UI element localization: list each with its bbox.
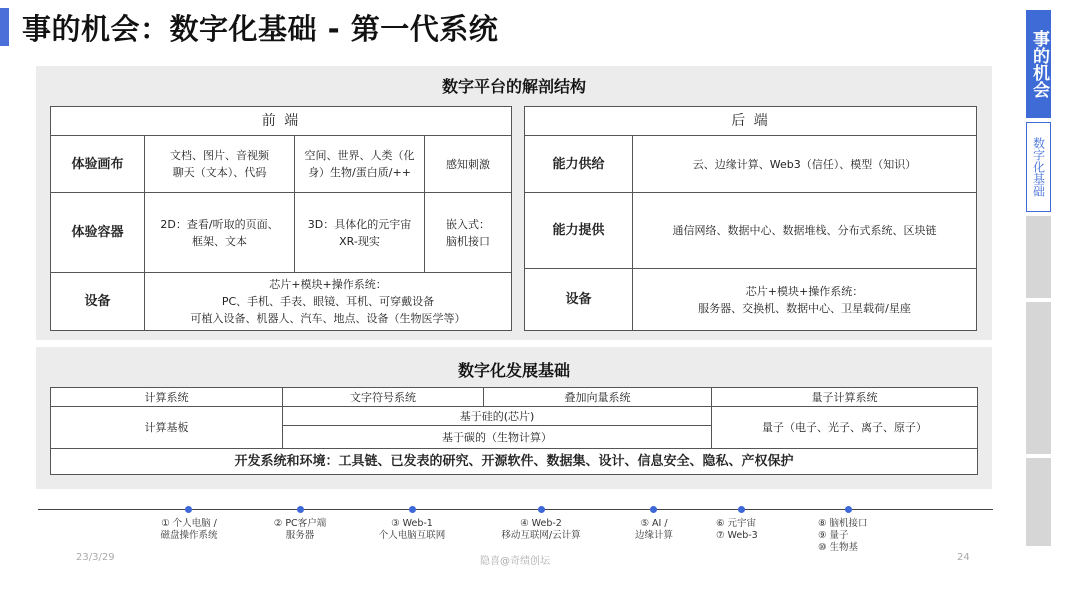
platform-anatomy-title: 数字平台的解剖结构	[441, 77, 586, 96]
footer-date: 23/3/29	[76, 552, 115, 563]
back-end-header: 后 端	[525, 107, 977, 136]
timeline-label: ④ Web-2 移动互联网/云计算	[501, 518, 581, 541]
row-label-capability-provision: 能力提供	[525, 193, 633, 269]
front-end-table	[50, 106, 512, 331]
sidenav-item-4[interactable]	[1026, 302, 1051, 454]
dev-environment-row: 开发系统和环境：工具链、已发表的研究、开源软件、数据集、设计、信息安全、隐私、产权保护	[51, 449, 978, 475]
cell-canvas-media: 文档、图片、音视频 聊天（文本）、代码	[145, 136, 295, 193]
row-label-back-devices: 设备	[525, 269, 633, 331]
timeline-label: ① 个人电脑 / 磁盘操作系统	[160, 518, 218, 541]
timeline-marker	[650, 506, 657, 513]
footer-page-number: 24	[957, 552, 970, 563]
cell-canvas-sensory: 感知刺激	[425, 136, 512, 193]
header-computing-system: 计算系统	[51, 388, 283, 407]
sidenav-item-3[interactable]	[1026, 216, 1051, 298]
timeline-marker	[185, 506, 192, 513]
front-devices-line3: 可植入设备、机器人、汽车、地点、设备（生物医学等）	[190, 312, 466, 325]
timeline-label: ② PC客户端 服务器	[273, 518, 327, 541]
timeline-marker	[538, 506, 545, 513]
page-title: 事的机会：数字化基础 - 第一代系统	[22, 12, 499, 46]
sidenav-item-active[interactable]: 事的机会	[1026, 10, 1051, 118]
back-end-table	[524, 106, 977, 331]
sidenav-item-5[interactable]	[1026, 458, 1051, 546]
timeline-label: ③ Web-1 个人电脑互联网	[378, 518, 446, 541]
computing-substrate-label: 计算基板	[51, 407, 283, 449]
back-devices-line2: 服务器、交换机、数据中心、卫星载荷/星座	[698, 301, 911, 315]
header-symbol-system: 文字符号系统	[283, 388, 484, 407]
carbon-based-cell: 基于碳的（生物计算）	[283, 426, 712, 449]
digital-foundation-title: 数字化发展基础	[457, 361, 570, 380]
quantum-cell: 量子（电子、光子、离子、原子）	[712, 407, 978, 449]
platform-anatomy-panel	[36, 66, 992, 340]
front-end-header: 前 端	[51, 107, 512, 136]
cell-back-devices	[633, 269, 977, 331]
row-label-front-devices: 设备	[51, 273, 145, 331]
row-label-experience-container: 体验容器	[51, 193, 145, 273]
silicon-based-cell: 基于硅的(芯片)	[283, 407, 712, 426]
row-label-experience-canvas: 体验画布	[51, 136, 145, 193]
cell-container-3d: 3D：具体化的元宇宙 XR-现实	[295, 193, 425, 273]
back-devices-line1: 芯片+模块+操作系统：	[745, 284, 864, 298]
timeline-marker	[297, 506, 304, 513]
cell-container-embedded: 嵌入式： 脑机接口	[425, 193, 512, 273]
footer-source: 隐喜@奇绩创坛	[480, 556, 550, 567]
digital-foundation-table	[50, 387, 978, 475]
timeline-marker	[409, 506, 416, 513]
cell-capability-provision: 通信网络、数据中心、数据堆栈、分布式系统、区块链	[633, 193, 977, 269]
cell-container-2d: 2D：查看/听取的页面、 框架、文本	[145, 193, 295, 273]
header-quantum-system: 量子计算系统	[712, 388, 978, 407]
timeline-label: ⑤ AI / 边缘计算	[634, 518, 673, 541]
side-navigation	[1026, 10, 1053, 550]
digital-foundation-panel	[36, 347, 992, 489]
timeline-marker	[738, 506, 745, 513]
front-devices-line2: PC、手机、手表、眼镜、耳机、可穿戴设备	[221, 295, 435, 308]
timeline-marker	[845, 506, 852, 513]
cell-canvas-space: 空间、世界、人类（化 身）生物/蛋白质/++	[295, 136, 425, 193]
header-vector-system: 叠加向量系统	[484, 388, 712, 407]
front-devices-line1: 芯片+模块+操作系统：	[269, 278, 387, 291]
cell-capability-supply: 云、边缘计算、Web3（信任）、模型（知识）	[633, 136, 977, 193]
timeline-label: ⑥ 元宇宙 ⑦ Web-3	[716, 518, 758, 541]
title-accent-bar	[0, 8, 9, 46]
sidenav-item-current[interactable]: 数字化基础	[1026, 122, 1051, 212]
timeline-label: ⑧ 脑机接口 ⑨ 量子 ⑩ 生物基	[818, 518, 868, 553]
row-label-capability-supply: 能力供给	[525, 136, 633, 193]
cell-front-devices	[145, 273, 512, 331]
